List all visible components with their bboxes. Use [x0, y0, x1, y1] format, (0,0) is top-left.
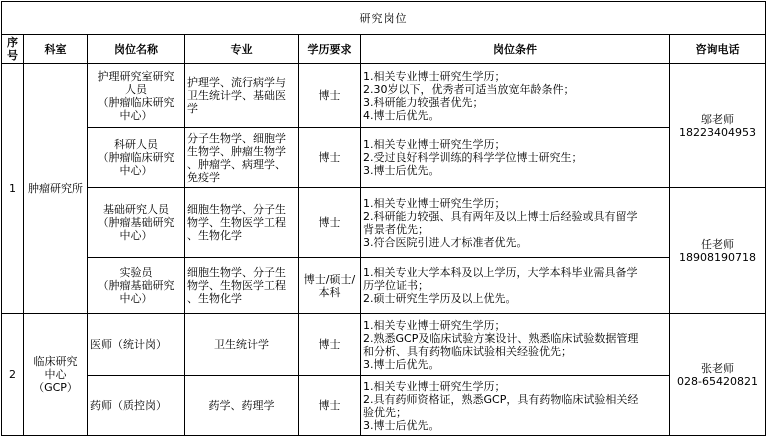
header-degree: 学历要求 [299, 35, 361, 64]
conditions-cell: 1.相关专业博士研究生学历； 2.具有药师资格证，熟悉GCP，具有药物临床试验相关经 验优先； 3.博士后优先。 [361, 376, 670, 436]
table-row [2, 64, 766, 128]
research-positions-table [1, 1, 766, 436]
conditions-cell: 1.相关专业大学本科及以上学历，大学本科毕业需具备学 历学位证书； 2.硕士研究生学历及以上优先。 [361, 258, 670, 314]
header-contact-phone: 咨询电话 [670, 35, 766, 64]
conditions-cell: 1.相关专业博士研究生学历； 2.熟悉GCP及临床试验方案设计、熟悉临床试验数据管理 和分析、具有药物临床试验相关经验优先； 3.博士后优先。 [361, 314, 670, 376]
contact-cell [670, 314, 766, 436]
table-row [2, 128, 766, 188]
department-cell: 肿瘤研究所 [24, 64, 88, 314]
table-row [2, 314, 766, 376]
degree-cell: 博士 [299, 376, 361, 436]
serial-number-cell: 2 [2, 314, 24, 436]
conditions-cell: 1.相关专业博士研究生学历； 2.科研能力较强、具有两年及以上博士后经验或具有留学 背景者优先； 3.符合医院引进人才标准者优先。 [361, 188, 670, 258]
conditions-cell: 1.相关专业博士研究生学历； 2.30岁以下，优秀者可适当放宽年龄条件； 3.科研能力较强者优先； 4.博士后优先。 [361, 64, 670, 128]
table-row [2, 258, 766, 314]
major-cell: 卫生统计学 [185, 314, 299, 376]
major-cell: 细胞生物学、分子生 物学、生物医学工程 、生物化学 [185, 188, 299, 258]
contact-cell [670, 188, 766, 314]
degree-cell: 博士 [299, 314, 361, 376]
serial-number-cell: 1 [2, 64, 24, 314]
department-cell: 临床研究 中心 （GCP） [24, 314, 88, 436]
header-department: 科室 [24, 35, 88, 64]
position-name-cell: 实验员 （肿瘤基础研究 中心） [88, 258, 185, 314]
table-title: 研究岗位 [2, 2, 766, 35]
degree-cell: 博士 [299, 128, 361, 188]
contact-cell [670, 64, 766, 188]
conditions-cell: 1.相关专业博士研究生学历； 2.受过良好科学训练的科学学位博士研究生； 3.博士后优先。 [361, 128, 670, 188]
position-name-cell: 药师（质控岗） [88, 376, 185, 436]
table-row [2, 376, 766, 436]
header-position-name: 岗位名称 [88, 35, 185, 64]
header-row [2, 35, 766, 64]
contact-phone: 18223404953 [679, 125, 757, 139]
contact-name: 张老师 [701, 361, 735, 375]
table-row [2, 188, 766, 258]
position-name-cell: 医师（统计岗） [88, 314, 185, 376]
major-cell: 细胞生物学、分子生 物学、生物医学工程 、生物化学 [185, 258, 299, 314]
degree-cell: 博士/硕士/ 本科 [299, 258, 361, 314]
major-cell: 分子生物学、细胞学 生物学、肿瘤生物学 、肿瘤学、病理学、 免疫学 [185, 128, 299, 188]
degree-cell: 博士 [299, 188, 361, 258]
major-cell: 药学、药理学 [185, 376, 299, 436]
contact-name: 任老师 [701, 237, 735, 251]
position-name-cell: 科研人员 （肿瘤临床研究 中心） [88, 128, 185, 188]
header-conditions: 岗位条件 [361, 35, 670, 64]
position-name-cell: 基础研究人员 （肿瘤基础研究 中心） [88, 188, 185, 258]
degree-cell: 博士 [299, 64, 361, 128]
contact-phone: 18908190718 [679, 250, 757, 264]
contact-phone: 028-65420821 [677, 374, 758, 388]
contact-name: 邬老师 [701, 112, 735, 126]
header-major: 专业 [185, 35, 299, 64]
title-row [2, 2, 766, 35]
header-serial-number: 序 号 [2, 35, 24, 64]
major-cell: 护理学、流行病学与 卫生统计学、基础医 学 [185, 64, 299, 128]
position-name-cell: 护理研究室研究 人员 （肿瘤临床研究 中心） [88, 64, 185, 128]
